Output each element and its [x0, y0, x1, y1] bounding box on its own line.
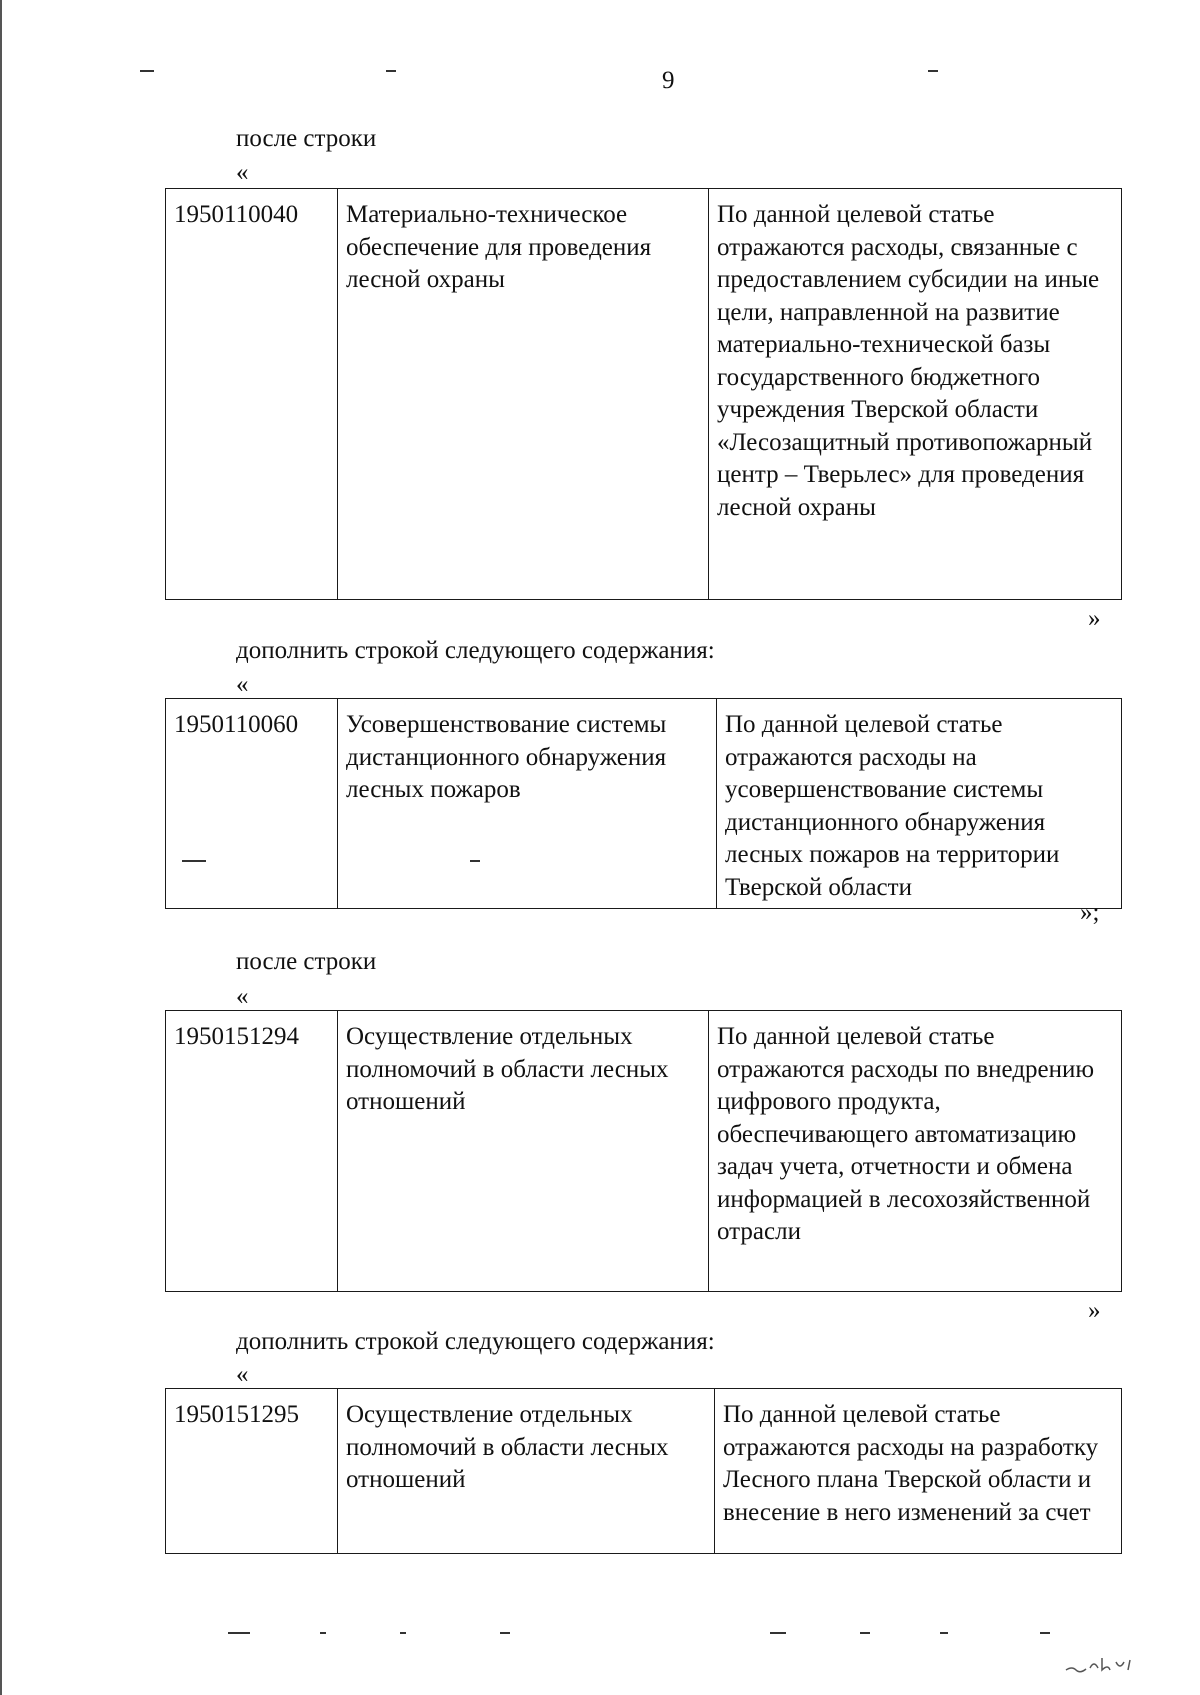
scan-dash [386, 70, 396, 72]
row-description: По данной целевой статье отражаются расходы, связанные с предоставлением субсидии на иные цели, направленной на развитие материально-технической базы государственного бюджетного учреждения Тверской области «Лесозащитный противопожарный центр – Тверьлес» для проведения лесной охраны [709, 189, 1122, 600]
table-row [166, 189, 1122, 600]
row-code: 1950110040 [166, 189, 338, 600]
block-intro: после строки [236, 948, 377, 975]
block-intro: дополнить строкой следующего содержания: [236, 637, 715, 664]
table-row [166, 1011, 1122, 1292]
block-intro: после строки [236, 125, 377, 152]
scan-dash [500, 1632, 510, 1634]
block-intro: дополнить строкой следующего содержания: [236, 1328, 715, 1355]
scan-dash [320, 1632, 326, 1634]
row-description: По данной целевой статье отражаются расходы на усовершенствование системы дистанционного обнаружения лесных пожаров на территории Тверской области [717, 699, 1122, 909]
open-quote: « [236, 159, 249, 186]
scan-dash [228, 1632, 250, 1634]
row-name: Осуществление отдельных полномочий в области лесных отношений [338, 1011, 709, 1292]
close-quote: »; [1080, 899, 1100, 926]
row-name: Материально-техническое обеспечение для проведения лесной охраны [338, 189, 709, 600]
budget-row-table [165, 698, 1122, 909]
scan-dash [140, 70, 154, 72]
budget-row-table [165, 188, 1122, 600]
row-description: По данной целевой статье отражаются расходы на разработку Лесного плана Тверской области и внесение в него изменений за счет [715, 1389, 1122, 1554]
table-row [166, 1389, 1122, 1554]
table-row [166, 699, 1122, 909]
open-quote: « [236, 1361, 249, 1388]
scan-dash [770, 1632, 786, 1634]
scan-dash [400, 1632, 406, 1634]
scribble-icon [1064, 1652, 1144, 1676]
open-quote: « [236, 671, 249, 698]
close-quote: » [1088, 1297, 1101, 1324]
row-code: 1950151295 [166, 1389, 338, 1554]
row-description: По данной целевой статье отражаются расходы по внедрению цифрового продукта, обеспечивающего автоматизацию задач учета, отчетности и обмена информацией в лесохозяйственной отрасли [709, 1011, 1122, 1292]
row-name: Осуществление отдельных полномочий в области лесных отношений [338, 1389, 715, 1554]
scan-dash [860, 1632, 870, 1634]
page-number: 9 [662, 67, 675, 94]
scan-handwritten-mark [1064, 1652, 1144, 1681]
row-code: 1950151294 [166, 1011, 338, 1292]
budget-row-table [165, 1010, 1122, 1292]
row-name: Усовершенствование системы дистанционного обнаружения лесных пожаров [338, 699, 717, 909]
close-quote: » [1088, 605, 1101, 632]
scan-dash [1040, 1632, 1050, 1634]
open-quote: « [236, 983, 249, 1010]
scan-dash [928, 70, 938, 72]
scan-left-edge [0, 0, 2, 1695]
scan-dash [940, 1632, 948, 1634]
budget-row-table [165, 1388, 1122, 1554]
row-code: 1950110060 [166, 699, 338, 909]
